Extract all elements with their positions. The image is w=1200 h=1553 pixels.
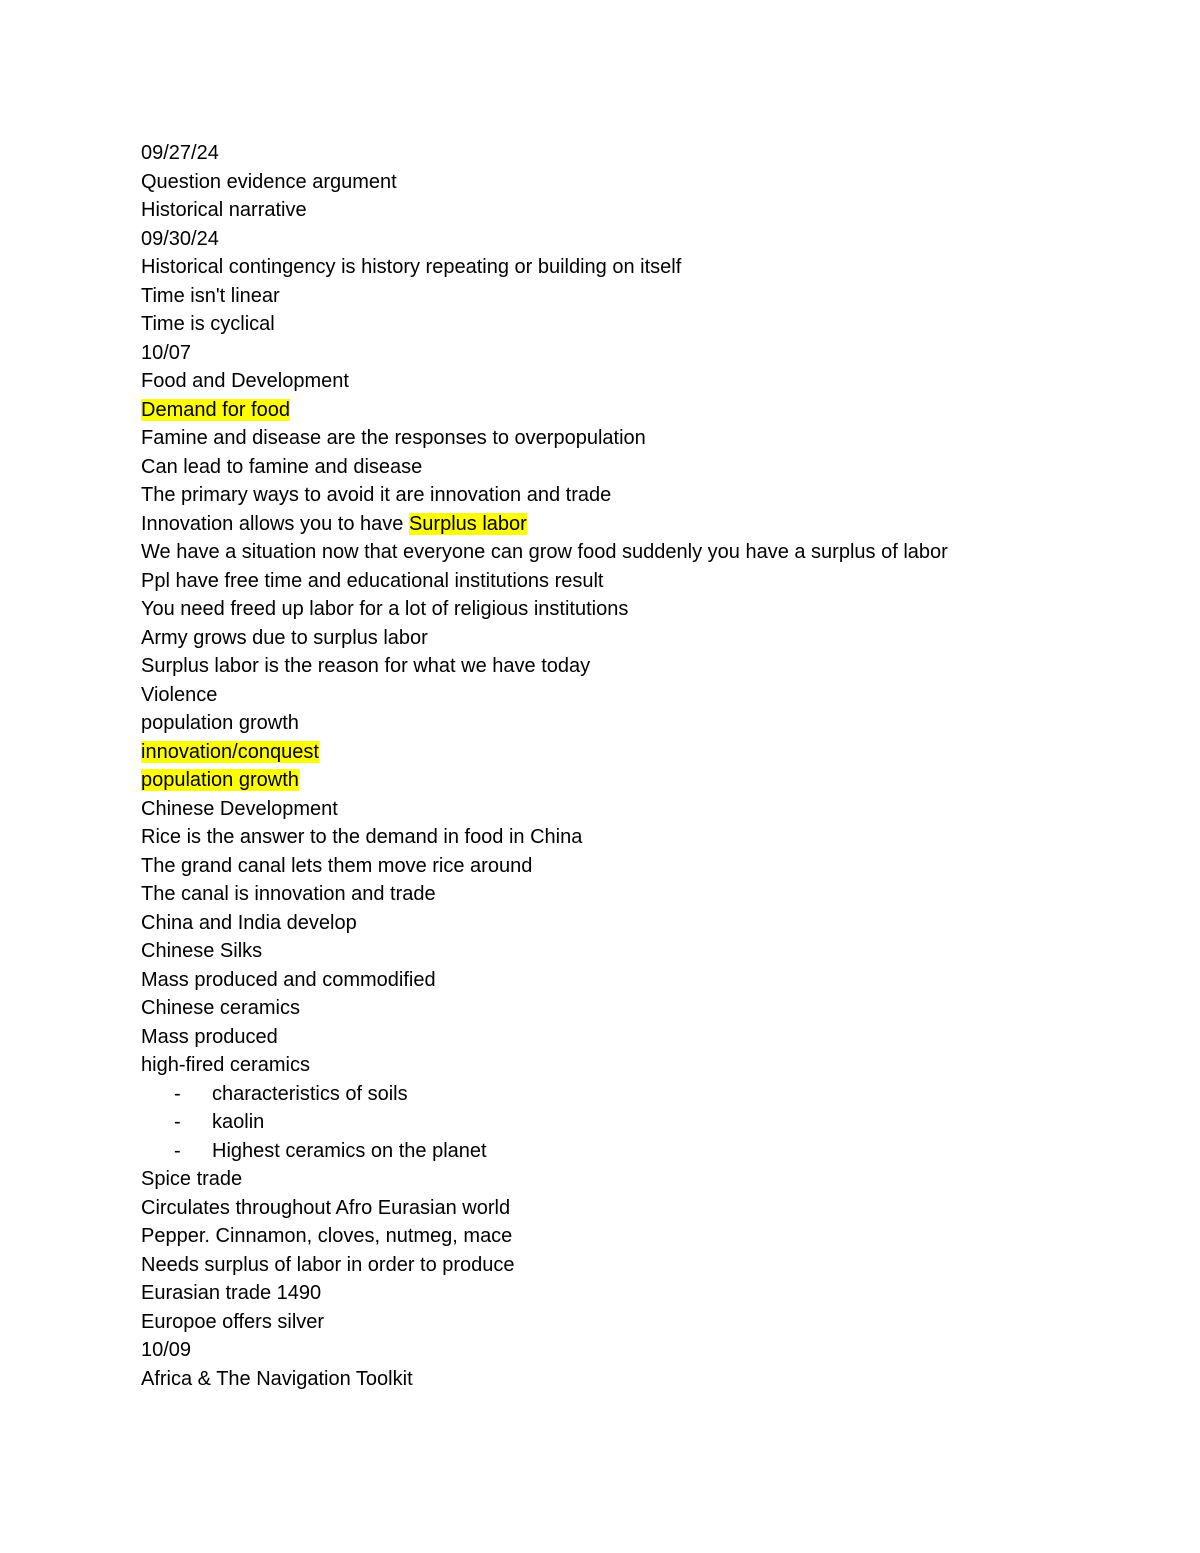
note-line (141, 766, 1141, 795)
notes-body (141, 139, 1141, 1393)
highlighted-text: innovation/conquest (141, 740, 319, 763)
note-line (141, 1222, 1141, 1251)
line-text: 09/30/24 (141, 227, 219, 250)
line-text: high-fired ceramics (141, 1054, 310, 1076)
note-line (141, 1194, 1141, 1223)
line-text: Question evidence argument (141, 170, 397, 193)
note-line (141, 652, 1141, 681)
line-text: Food and Development (141, 370, 349, 392)
note-line (141, 709, 1141, 738)
line-text: Eurasian trade 1490 (141, 1282, 322, 1304)
line-text: The canal is innovation and trade (141, 883, 436, 905)
bullet-text: kaolin (212, 1111, 265, 1133)
note-line (141, 453, 1141, 482)
note-line (141, 282, 1141, 311)
line-text: Circulates throughout Afro Eurasian world (141, 1196, 511, 1219)
note-line (141, 481, 1141, 510)
note-line (141, 538, 1141, 567)
note-line (141, 738, 1141, 767)
line-text: Pepper. Cinnamon, cloves, nutmeg, mace (141, 1225, 513, 1247)
note-line (141, 994, 1141, 1023)
note-line (141, 624, 1141, 653)
line-text: 09/27/24 (141, 142, 219, 164)
line-text: Spice trade (141, 1168, 243, 1190)
note-line (141, 880, 1141, 909)
line-text: Mass produced (141, 1025, 278, 1048)
note-line (141, 1336, 1141, 1365)
highlighted-text: population growth (141, 769, 299, 791)
line-text: Chinese ceramics (141, 997, 300, 1019)
line-text: Army grows due to surplus labor (141, 626, 428, 649)
line-text: Time isn't linear (141, 284, 280, 307)
note-line (141, 310, 1141, 339)
note-line (141, 196, 1141, 225)
note-line (141, 424, 1141, 453)
bullet-item (141, 1080, 1141, 1109)
note-line (141, 909, 1141, 938)
note-line (141, 823, 1141, 852)
note-line (141, 339, 1141, 368)
note-line (141, 852, 1141, 881)
note-line (141, 595, 1141, 624)
note-line (141, 1051, 1141, 1080)
line-text: Europoe offers silver (141, 1310, 325, 1333)
highlighted-text: Demand for food (141, 398, 290, 421)
note-line (141, 1165, 1141, 1194)
line-text: The primary ways to avoid it are innovation and trade (141, 484, 612, 506)
note-line (141, 510, 1141, 539)
line-text: The grand canal lets them move rice around (141, 854, 533, 877)
bullet-text: Highest ceramics on the planet (212, 1139, 487, 1162)
note-line (141, 1023, 1141, 1052)
line-text: China and India develop (141, 911, 357, 934)
line-text: population growth (141, 712, 299, 734)
note-line (141, 1279, 1141, 1308)
note-line (141, 567, 1141, 596)
note-line (141, 795, 1141, 824)
line-text: 10/07 (141, 341, 192, 364)
line-text: Surplus labor is the reason for what we have today (141, 655, 591, 677)
line-text: 10/09 (141, 1339, 192, 1361)
line-text: Innovation allows you to have (141, 512, 409, 535)
bullet-marker: - (174, 1139, 181, 1162)
note-line (141, 139, 1141, 168)
line-text: Time is cyclical (141, 313, 275, 335)
line-text: Famine and disease are the responses to overpopulation (141, 427, 646, 449)
line-text: Historical narrative (141, 199, 307, 221)
note-line (141, 1365, 1141, 1394)
note-line (141, 1308, 1141, 1337)
note-line (141, 681, 1141, 710)
highlighted-text: Surplus labor (408, 512, 527, 535)
line-text: Needs surplus of labor in order to produce (141, 1253, 515, 1276)
bullet-marker: - (174, 1082, 181, 1105)
note-line (141, 225, 1141, 254)
note-line (141, 367, 1141, 396)
note-line (141, 966, 1141, 995)
line-text: Chinese Silks (141, 940, 263, 962)
line-text: Ppl have free time and educational institutions result (141, 569, 604, 592)
line-text: Can lead to famine and disease (141, 455, 423, 478)
line-text: We have a situation now that everyone can grow food suddenly you have a surplus of labor (141, 541, 948, 563)
line-text: Violence (141, 683, 218, 706)
bullet-text: characteristics of soils (212, 1082, 408, 1105)
bullet-item (141, 1137, 1141, 1166)
line-text: Rice is the answer to the demand in food in China (141, 826, 583, 848)
line-text: Historical contingency is history repeating or building on itself (141, 256, 682, 278)
note-line (141, 168, 1141, 197)
line-text: Mass produced and commodified (141, 968, 436, 991)
note-line (141, 1251, 1141, 1280)
note-line (141, 396, 1141, 425)
line-text: Chinese Development (141, 797, 338, 820)
line-text: Africa & The Navigation Toolkit (141, 1367, 413, 1390)
line-text: You need freed up labor for a lot of religious institutions (141, 598, 629, 620)
note-line (141, 937, 1141, 966)
bullet-marker: - (174, 1111, 181, 1133)
note-line (141, 253, 1141, 282)
bullet-item (141, 1108, 1141, 1137)
